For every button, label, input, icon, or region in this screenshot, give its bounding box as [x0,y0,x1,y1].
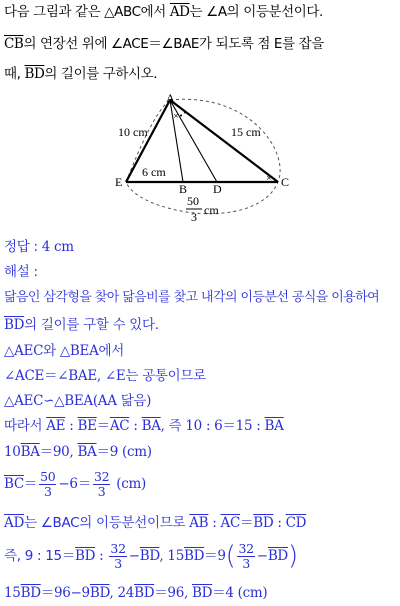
point-b: B [179,182,188,196]
solution-line-2: $\overline{BD}$의 길이를 구할 수 있다. [4,317,159,333]
label-ae: 10 cm [118,125,148,139]
point-d: D [213,182,222,196]
solution-line-9: $\overline{AD}$는 ∠BAC의 이등분선이므로 $\overline{AB}$ : $\overline{AC}=\overline{BD}$ : $\overline{CD}$ [4,515,307,531]
point-c: C [281,175,290,189]
label-ac: 15 cm [231,125,261,139]
solution-line-3: △AEC와 △BEA에서 [4,343,125,359]
triangle-figure [100,92,300,232]
problem-line-2: $\overline{CB}$의 연장선 위에 ∠ACE＝∠BAE가 되도록 점 E를 잡을 [4,36,324,52]
point-a: A [166,92,175,105]
angle-mark-3: • [183,109,188,117]
solution-line-11: $15\overline{BD}=96-9\overline{BD}$, $24\overline{BD}=96$, $\overline{BD}=4$ (cm) [4,585,268,601]
fraction-32-3-a: $\frac{32}{3}$ [110,540,126,571]
solution-line-8: $\overline{BC}=$ $\frac{50}{3}$ −6＝ $\frac{32}{3}$ (cm) [4,469,146,499]
solution-line-10: 즉, 9 : $15=\overline{BD}$ : $\frac{32}{3}$ $-\overline{BD}$, $15\overline{BD}=9$( $\frac{32}{3}$ $-\overline{BD}$) [4,540,298,571]
dashed-arc [126,99,280,213]
problem-line-3: 때, $\overline{BD}$의 길이를 구하시오. [4,66,158,82]
solution-line-4: ∠ACE＝∠BAE, ∠E는 공통이므로 [4,368,206,384]
answer-value: 4 cm [41,239,74,255]
fraction-50-3: $\frac{50}{3}$ [40,469,56,499]
fraction-32-3-b: $\frac{32}{3}$ [238,540,254,571]
solution-line-5: △AEC∽△BEA(AA 닮음) [4,393,152,409]
solution-line-6: 따라서 $\overline{AE}$ : $\overline{BE}=\overline{AC}$ : $\overline{BA}$, 즉 10 : 6＝15 : $\overline{BA}$ [4,418,284,434]
point-e: E [115,175,123,189]
fraction-32-3: $\frac{32}{3}$ [93,469,110,499]
label-eb: 6 cm [142,165,166,179]
label-ec-num: 50 [187,194,199,208]
label-ec-unit: cm [204,203,219,217]
angle-mark-4: × [266,174,272,182]
problem-line-1: 다음 그림과 같은 △ABC에서 $\overline{AD}$는 ∠A의 이등분선이다. [4,4,323,20]
solution-line-7: $10\overline{BA}=90$, $\overline{BA}=9$ (cm) [4,444,152,460]
label-ec-den: 3 [191,210,197,224]
solution-label: 해설 : [4,264,38,280]
solution-line-1: 닮음인 삼각형을 찾아 닮음비를 찾고 내각의 이등분선 공식을 이용하여 [4,290,380,305]
answer-line: 정답 : 4 cm [4,239,74,255]
angle-mark-1: × [173,112,179,120]
angle-mark-2: • [179,112,184,120]
